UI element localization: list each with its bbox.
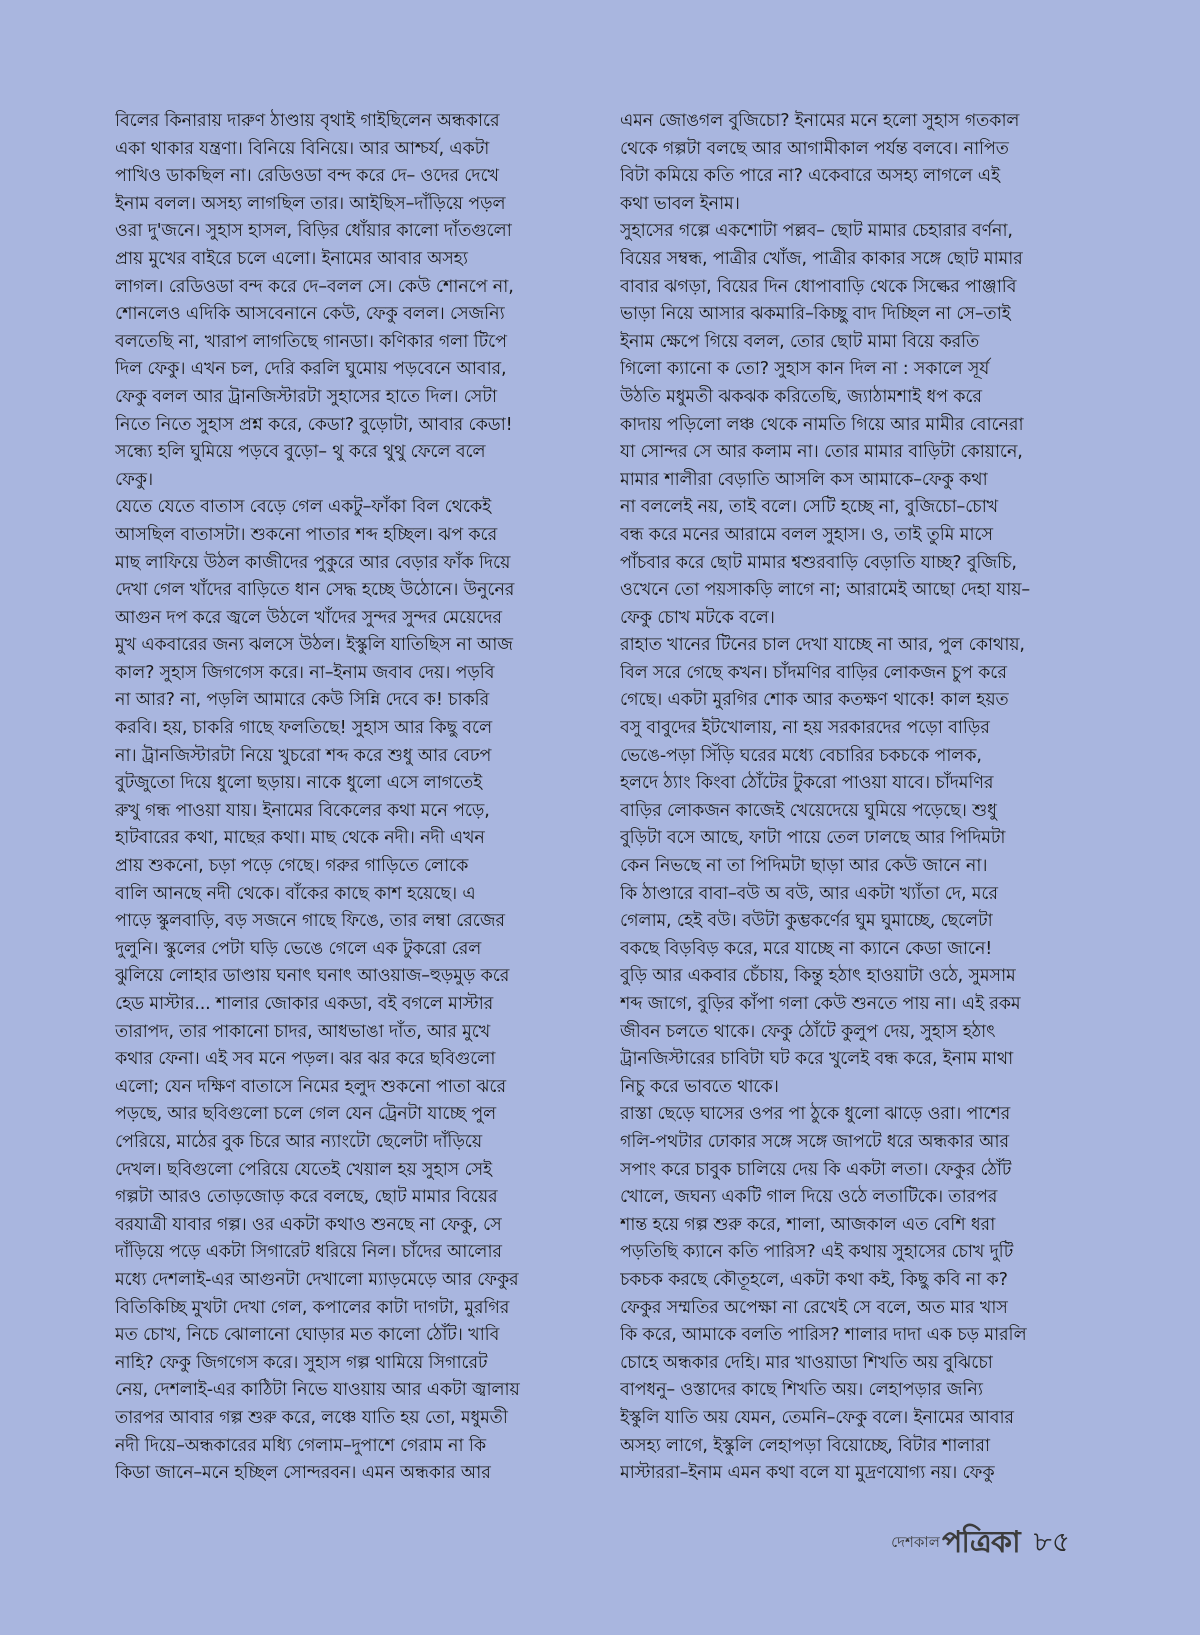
text-line: নদী দিয়ে–অন্ধকারের মধ্যি গেলাম–দুপাশে গেরাম না কি xyxy=(115,1435,486,1456)
text-line: রুখু গন্ধ পাওয়া যায়। ইনামের বিকেলের কথা মনে পড়ে, xyxy=(115,800,490,821)
text-line: পাঁচবার করে ছোট মামার শ্বশুরবাড়ি বেড়াতি যাচ্ছ? বুজিচি, xyxy=(620,552,1017,573)
text-line: পড়ছে, আর ছবিগুলো চলে গেল যেন ট্রেনটা যাচ্ছে পুল xyxy=(115,1104,496,1125)
text-line: চোহে অন্ধকার দেহি। মার খাওয়াডা শিখতি অয় বুঝিচো xyxy=(620,1352,993,1373)
text-line: গলি-পথটার ঢোকার সঙ্গে সঙ্গে জাপটে ধরে অন্ধকার আর xyxy=(620,1131,1009,1152)
text-line: হলদে ঠ্যাং কিংবা ঠোঁটের টুকরো পাওয়া যাবে। চাঁদমণির xyxy=(620,773,994,794)
text-line: যেতে যেতে বাতাস বেড়ে গেল একটু–ফাঁকা বিল থেকেই xyxy=(115,497,492,518)
text-line: দেখা গেল খাঁদের বাড়িতে ধান সেদ্ধ হচ্ছে উঠোনে। উনুনের xyxy=(115,580,515,601)
text-line: ওরা দু'জনে। সুহাস হাসল, বিড়ির ধোঁয়ার কালো দাঁতগুলো xyxy=(115,221,512,242)
text-line: দুলুনি। স্কুলের পেটা ঘড়ি ভেঙে গেলে এক টুকরো রেল xyxy=(115,938,482,959)
text-line: পাড়ে স্কুলবাড়ি, বড় সজনে গাছে ফিঙে, তার লম্বা রেজের xyxy=(115,911,505,932)
text-line: পড়তিছি ক্যানে কতি পারিস? এই কথায় সুহাসের চোখ দুটি xyxy=(620,1242,1014,1263)
text-line: সুহাসের গল্পে একশোটা পল্লব– ছোট মামার চেহারার বর্ণনা, xyxy=(620,221,1013,242)
text-line: বালি আনছে নদী থেকে। বাঁকের কাছে কাশ হয়েছে। এ xyxy=(115,883,476,904)
text-line: নিচু করে ভাবতে থাকে। xyxy=(620,1076,779,1097)
text-line: শোনলেও এদিকি আসবেনানে কেউ, ফেকু বলল। সেজন্যি xyxy=(115,304,505,325)
text-line: কথা ভাবল ইনাম। xyxy=(620,193,740,214)
text-line: হেড মাস্টার... শালার জোকার একডা, বই বগলে মাস্টার xyxy=(115,994,494,1014)
text-line: নাহি? ফেকু জিগগেস করে। সুহাস গল্প থামিয়ে সিগারেট xyxy=(115,1352,488,1373)
text-line: আগুন দপ করে জ্বলে উঠলে খাঁদের সুন্দর সুন্দর মেয়েদের xyxy=(115,607,502,628)
text-line: বলতেছি না, খারাপ লাগতিছে গানডা। কণিকার গলা টিপে xyxy=(115,331,507,352)
page-footer xyxy=(820,1520,1070,1566)
text-line: মাছ লাফিয়ে উঠল কাজীদের পুকুরে আর বেড়ার ফাঁক দিয়ে xyxy=(115,552,511,573)
text-line: বিলের কিনারায় দারুণ ঠাণ্ডায় বৃথাই গাইছিলেন অন্ধকারে xyxy=(115,111,500,131)
text-line: ইনাম বলল। অসহ্য লাগছিল তার। আইছিস–দাঁড়িয়ে পড়ল xyxy=(115,193,506,214)
text-line: ফেকু চোখ মটকে বলে। xyxy=(620,607,775,628)
page-number: ৮৫ xyxy=(1033,1524,1070,1558)
text-line: কথার ফেনা। এই সব মনে পড়ল। ঝর ঝর করে ছবিগুলো xyxy=(115,1049,496,1070)
text-line: বুড়ি আর একবার চেঁচায়, কিন্তু হঠাৎ হাওয়াটা ওঠে, সুমসাম xyxy=(620,966,1016,987)
text-line: বিল সরে গেছে কখন। চাঁদমণির বাড়ির লোকজন চুপ করে xyxy=(620,662,1007,683)
text-line: বাপধনু– ওস্তাদের কাছে শিখতি অয়। লেহাপড়ার জন্যি xyxy=(620,1380,983,1401)
text-line: না। ট্রানজিস্টারটা নিয়ে খুচরো শব্দ করে শুধু আর বেঢপ xyxy=(115,745,492,766)
text-line: বিয়ের সম্বন্ধ, পাত্রীর খোঁজ, পাত্রীর কাকার সঙ্গে ছোট মামার xyxy=(620,248,1023,269)
text-line: কি ঠাণ্ডারে বাবা–বউ অ বউ, আর একটা খ্যাঁতা দে, মরে xyxy=(620,883,998,904)
text-line: করবি। হয়, চাকরি গাছে ফলতিছে! সুহাস আর কিছু বলে xyxy=(115,718,492,739)
text-line: ফেকু। xyxy=(115,469,153,490)
right-text-column xyxy=(620,108,1078,1488)
text-line: রাহাত খানের টিনের চাল দেখা যাচ্ছে না আর, পুল কোথায়, xyxy=(620,635,1025,656)
left-text-column xyxy=(115,108,573,1488)
text-line: আসছিল বাতাসটা। শুকনো পাতার শব্দ হচ্ছিল। ঝপ করে xyxy=(115,524,498,545)
text-line: ট্রানজিস্টারের চাবিটা ঘট করে খুলেই বন্ধ করে, ইনাম মাথা xyxy=(620,1049,1014,1070)
text-line: মুখ একবারের জন্য ঝলসে উঠল। ইস্কুলি যাতিছিস না আজ xyxy=(115,635,513,656)
text-line: চকচক করছে কৌতূহলে, একটা কথা কই, কিছু কবি না ক? xyxy=(620,1269,1008,1290)
text-line: বরযাত্রী যাবার গল্প। ওর একটা কথাও শুনছে না ফেকু, সে xyxy=(115,1214,502,1235)
text-line: ঝুলিয়ে লোহার ডাণ্ডায় ঘনাৎ ঘনাৎ আওয়াজ–হুড়মুড় করে xyxy=(115,966,510,987)
text-line: শব্দ জাগে, বুড়ির কাঁপা গলা কেউ শুনতে পায় না। এই রকম xyxy=(620,994,1021,1014)
text-line: মামার শালীরা বেড়াতি আসলি কস আমাকে–ফেকু কথা xyxy=(620,469,988,490)
text-line: কি করে, আমাকে বলতি পারিস? শালার দাদা এক চড় মারলি xyxy=(620,1325,1027,1346)
text-line: বিতিকিচ্ছি মুখটা দেখা গেল, কপালের কাটা দাগটা, মুরগির xyxy=(115,1297,510,1318)
text-line: বকছে বিড়বিড় করে, মরে যাচ্ছে না ক্যানে কেডা জানে! xyxy=(620,938,993,959)
text-line: বিটা কমিয়ে কতি পারে না? একেবারে অসহ্য লাগলে এই xyxy=(620,166,1000,187)
text-line: নেয়, দেশলাই-এর কাঠিটা নিভে যাওয়ায় আর একটা জ্বালায় xyxy=(115,1380,520,1401)
text-line: নিতে নিতে সুহাস প্রশ্ন করে, কেডা? বুড়োটা, আবার কেডা! xyxy=(115,414,513,435)
text-line: লাগল। রেডিওডা বন্দ করে দে–বলল সে। কেউ শোনপে না, xyxy=(115,276,514,297)
text-line: প্রায় শুকনো, চড়া পড়ে গেছে। গরুর গাড়িতে লোকে xyxy=(115,856,469,877)
magazine-logo: পত্রিকা xyxy=(941,1524,1020,1560)
text-line: উঠতি মধুমতী ঝকঝক করিতেছি, জ্যাঠামশাই ধপ করে xyxy=(620,386,982,407)
text-line: ফেকুর সম্মতির অপেক্ষা না রেখেই সে বলে, অত মার খাস xyxy=(620,1297,1008,1318)
text-line: ইস্কুলি যাতি অয় যেমন, তেমনি–ফেকু বলে। ইনামের আবার xyxy=(620,1407,1014,1428)
text-line: মধ্যে দেশলাই-এর আগুনটা দেখালো ম্যাড়মেড়ে আর ফেকুর xyxy=(115,1269,519,1290)
text-line: থেকে গল্পটা বলছে আর আগামীকাল পর্যন্ত বলবে। নাপিত xyxy=(620,138,1009,159)
text-line: গিলো ক্যানো ক তো? সুহাস কান দিল না : সকালে সূর্য xyxy=(620,359,990,380)
text-line: গেলাম, হেই বউ। বউটা কুম্ভকর্ণের ঘুম ঘুমাচ্ছে, ছেলেটা xyxy=(620,911,993,932)
text-line: ইনাম ক্ষেপে গিয়ে বলল, তোর ছোট মামা বিয়ে করতি xyxy=(620,331,980,352)
text-line: ভেঙে-পড়া সিঁড়ি ঘরের মধ্যে বেচারির চকচকে পালক, xyxy=(620,745,982,766)
text-line: একা থাকার যন্ত্রণা। বিনিয়ে বিনিয়ে। আর আশ্চর্য, একটা xyxy=(115,138,490,159)
text-line: কাদায় পড়িলো লঞ্চ থেকে নামতি গিয়ে আর মামীর বোনেরা xyxy=(620,414,1024,435)
text-line: কাল? সুহাস জিগগেস করে। না–ইনাম জবাব দেয়। পড়বি xyxy=(115,662,495,683)
text-line: পেরিয়ে, মাঠের বুক চিরে আর ন্যাংটো ছেলেটা দাঁড়িয়ে xyxy=(115,1131,483,1152)
text-line: ফেকু বলল আর ট্রানজিস্টারটা সুহাসের হাতে দিল। সেটা xyxy=(115,386,497,407)
text-line: যা সোন্দর সে আর কলাম না। তোর মামার বাড়িটা কোয়ানে, xyxy=(620,442,1023,463)
text-line: বুড়িটা বসে আছে, ফাটা পায়ে তেল ঢালছে আর পিদিমটা xyxy=(620,828,1006,849)
text-line: জীবন চলতে থাকে। ফেকু ঠোঁটে কুলুপ দেয়, সুহাস হঠাৎ xyxy=(620,1021,996,1042)
text-line: না বললেই নয়, তাই বলে। সেটি হচ্ছে না, বুজিচো–চোখ xyxy=(620,497,999,518)
text-line: কেন নিভছে না তা পিদিমটা ছাড়া আর কেউ জানে না। xyxy=(620,856,988,877)
text-line: অসহ্য লাগে, ইস্কুলি লেহাপড়া বিয়োচ্ছে, বিটার শালারা xyxy=(620,1435,990,1456)
text-line: তারাপদ, তার পাকানো চাদর, আধভাঙা দাঁত, আর মুখে xyxy=(115,1021,491,1042)
text-line: শান্ত হয়ে গল্প শুরু করে, শালা, আজকাল এত বেশি ধরা xyxy=(620,1214,996,1235)
text-line: প্রায় মুখের বাইরে চলে এলো। ইনামের আবার অসহ্য xyxy=(115,248,468,269)
magazine-name-small: দেশকাল xyxy=(891,1532,940,1551)
text-line: বাড়ির লোকজন কাজেই খেয়েদেয়ে ঘুমিয়ে পড়েছে। শুধু xyxy=(620,800,997,821)
text-line: সপাং করে চাবুক চালিয়ে দেয় কি একটা লতা। ফেকুর ঠোঁট xyxy=(620,1159,1012,1180)
text-line: কিডা জানে–মনে হচ্ছিল সোন্দরবন। এমন অন্ধকার আর xyxy=(115,1463,491,1484)
text-line: হাটবারের কথা, মাছের কথা। মাছ থেকে নদী। নদী এখন xyxy=(115,828,485,849)
text-line: ওখেনে তো পয়সাকড়ি লাগে না; আরামেই আছো দেহা যায়– xyxy=(620,580,1030,601)
text-line: বুটজুতো দিয়ে ধুলো ছড়ায়। নাকে ধুলো এসে লাগতেই xyxy=(115,773,483,794)
text-line: পাখিও ডাকছিল না। রেডিওডা বন্দ করে দে– ওদের দেখে xyxy=(115,166,499,187)
text-line: মত চোখ, নিচে ঝোলানো ঘোড়ার মত কালো ঠোঁট। খাবি xyxy=(115,1325,500,1346)
text-line: না আর? না, পড়লি আমারে কেউ সিন্নি দেবে ক! চাকরি xyxy=(115,690,490,711)
text-line: গেছে। একটা মুরগির শোক আর কতক্ষণ থাকে! কাল হয়ত xyxy=(620,690,1009,711)
text-line: গল্পটা আরও তোড়জোড় করে বলছে, ছোট মামার বিয়ের xyxy=(115,1187,498,1208)
text-line: বাবার ঝগড়া, বিয়ের দিন ধোপাবাড়ি থেকে সিল্কের পাঞ্জাবি xyxy=(620,276,1017,297)
text-line: দাঁড়িয়ে পড়ে একটা সিগারেট ধরিয়ে নিল। চাঁদের আলোর xyxy=(115,1242,502,1263)
text-line: দেখল। ছবিগুলো পেরিয়ে যেতেই খেয়াল হয় সুহাস সেই xyxy=(115,1159,492,1180)
text-line: বসু বাবুদের ইটখোলায়, না হয় সরকারদের পড়ো বাড়ির xyxy=(620,718,990,739)
text-line: তারপর আবার গল্প শুরু করে, লঞ্চে যাতি হয় তো, মধুমতী xyxy=(115,1407,508,1428)
text-line: সন্ধ্যে হলি ঘুমিয়ে পড়বে বুড়ো– থু করে থুথু ফেলে বলে xyxy=(115,442,486,463)
text-line: বন্ধ করে মনের আরামে বলল সুহাস। ও, তাই তুমি মাসে xyxy=(620,524,993,545)
text-line: খোলে, জঘন্য একটি গাল দিয়ে ওঠে লতাটিকে। তারপর xyxy=(620,1187,998,1208)
text-line: এমন জোঙগল বুজিচো? ইনামের মনে হলো সুহাস গতকাল xyxy=(620,111,1020,131)
text-line: মাস্টাররা–ইনাম এমন কথা বলে যা মুদ্রণযোগ্য নয়। ফেকু xyxy=(620,1463,995,1484)
text-line: এলো; যেন দক্ষিণ বাতাসে নিমের হলুদ শুকনো পাতা ঝরে xyxy=(115,1076,506,1097)
text-line: দিল ফেকু। এখন চল, দেরি করলি ঘুমোয় পড়বেনে আবার, xyxy=(115,359,507,380)
text-line: রাস্তা ছেড়ে ঘাসের ওপর পা ঠুকে ধুলো ঝাড়ে ওরা। পাশের xyxy=(620,1104,1011,1125)
text-line: ভাড়া নিয়ে আসার ঝকমারি–কিচ্ছু বাদ দিচ্ছিল না সে–তাই xyxy=(620,304,1011,325)
